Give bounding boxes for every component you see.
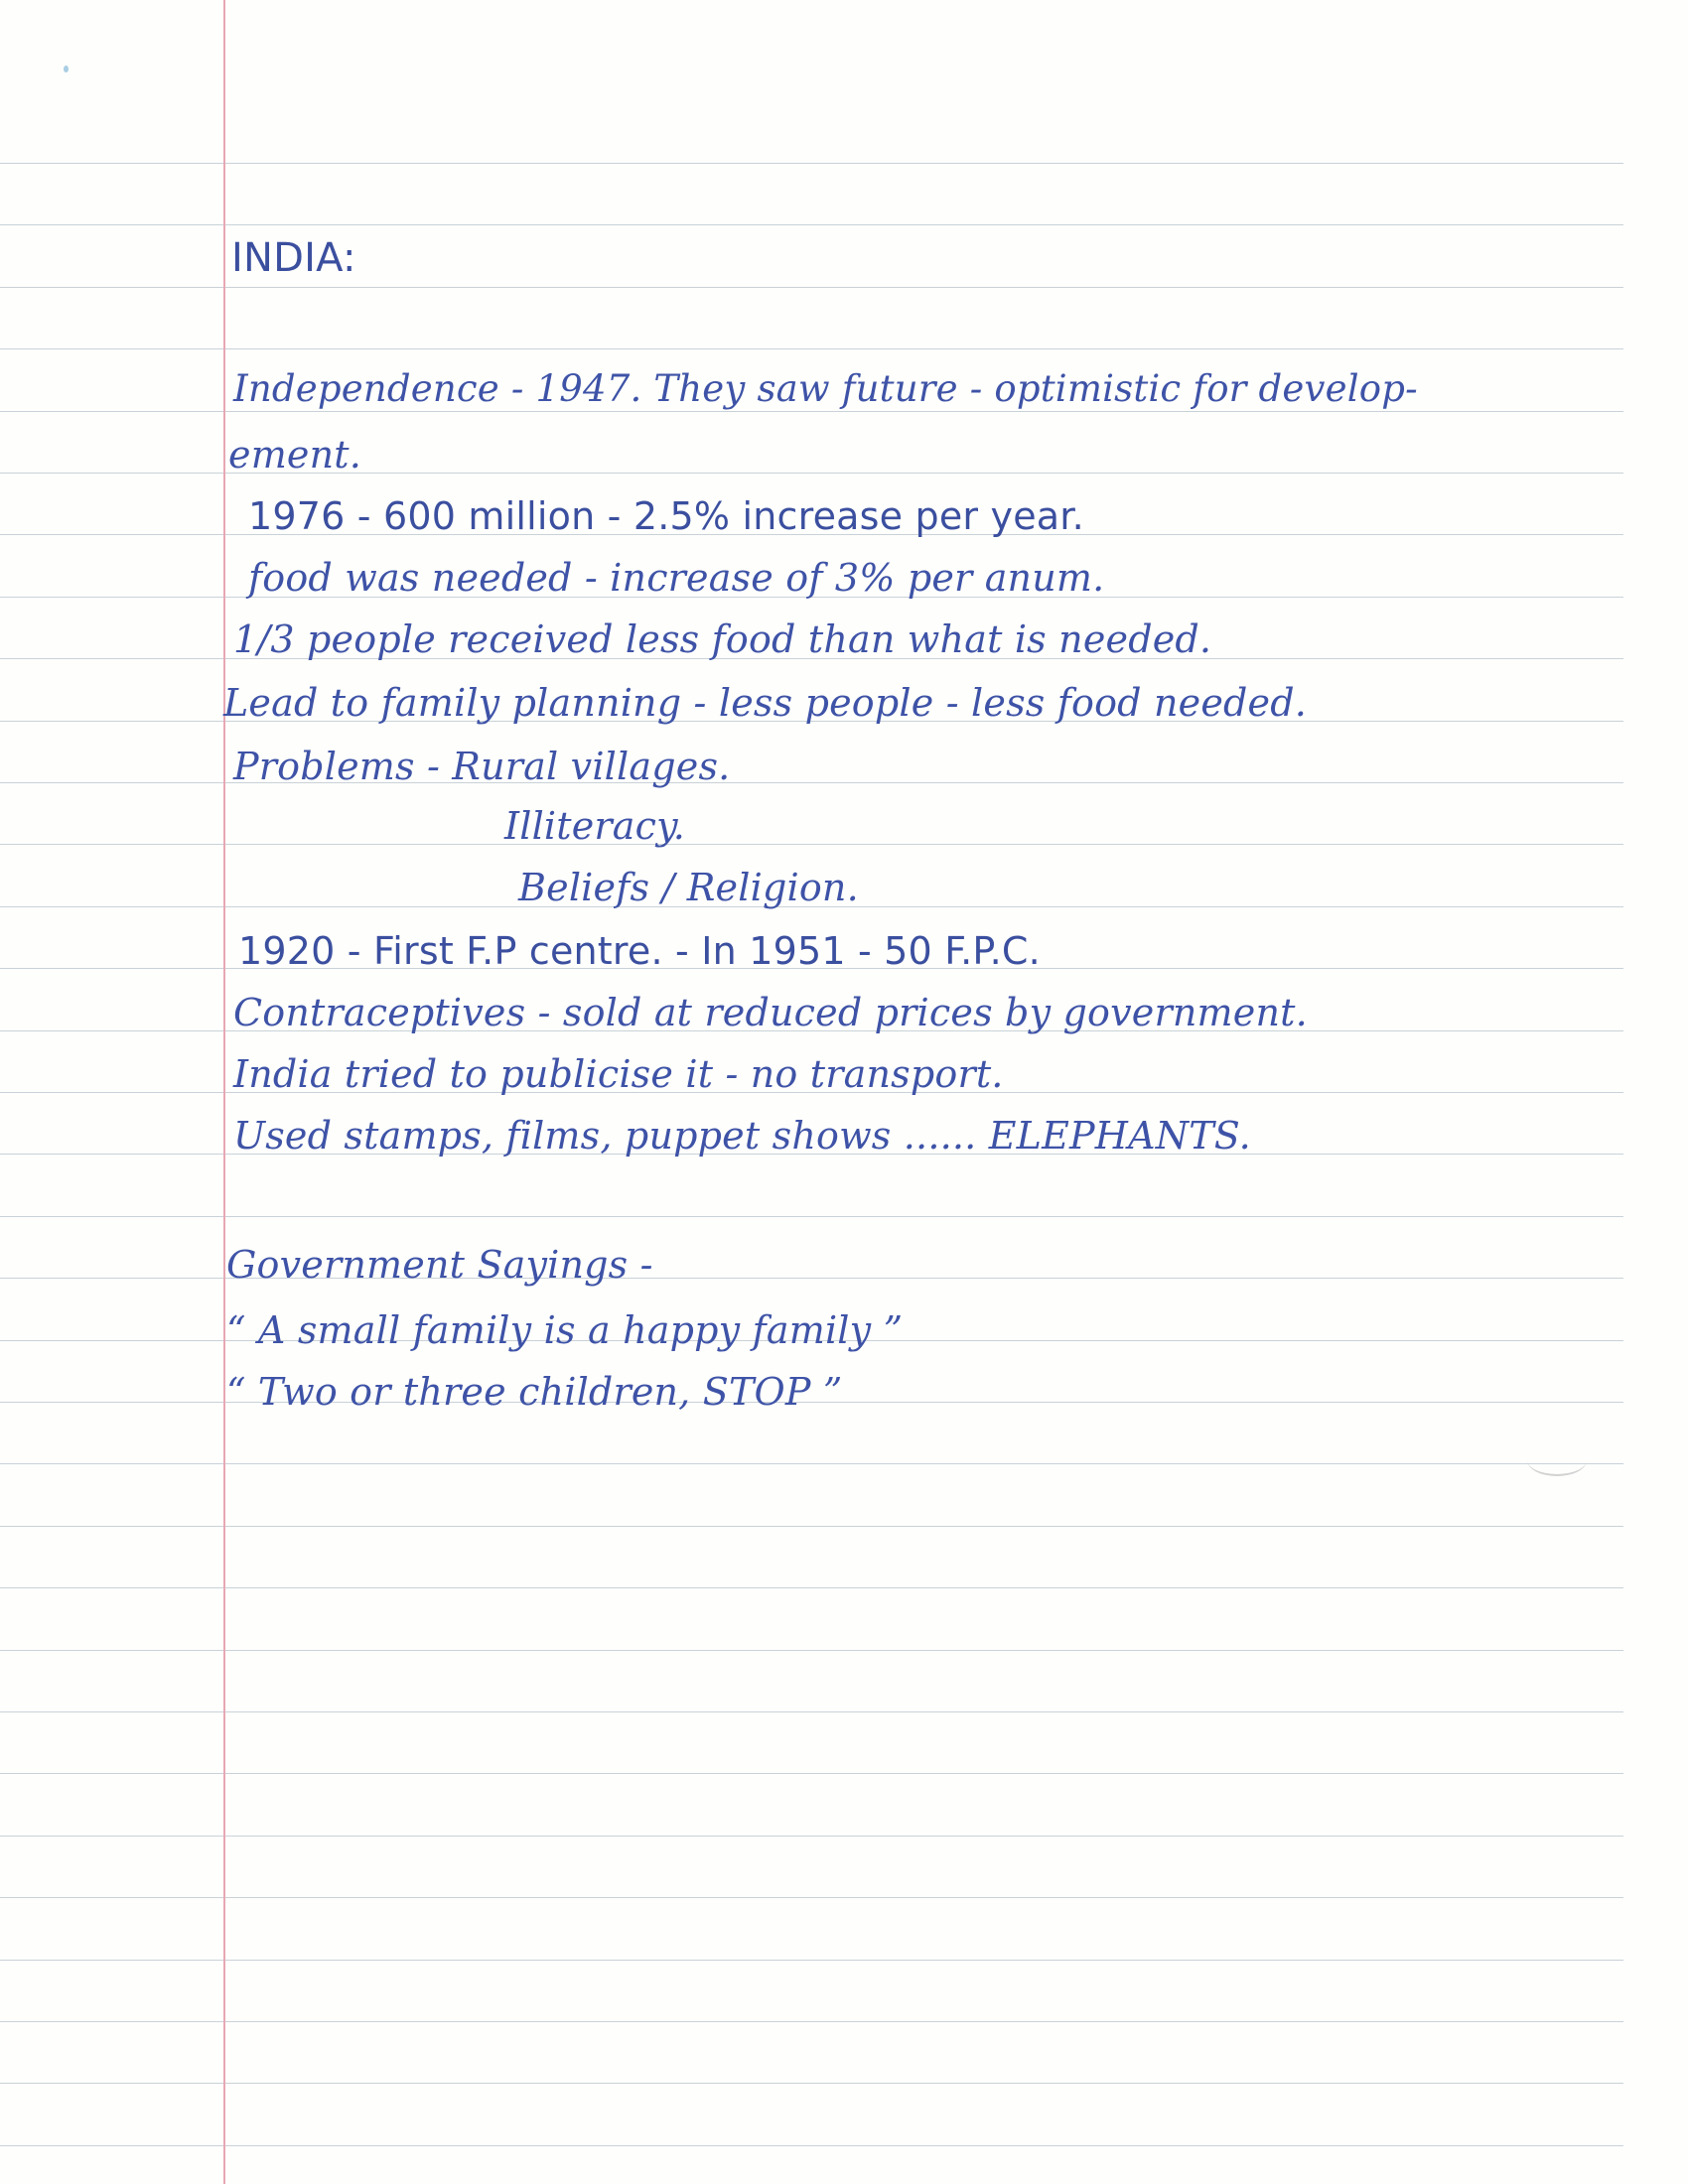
ruled-line [0,1960,1623,1961]
ink-speck [64,66,69,72]
ruled-line [0,1897,1623,1898]
ruled-line [0,2145,1623,2146]
note-line-1: Independence - 1947. They saw future - optimistic for develop- [233,367,1418,410]
ruled-line [0,1216,1623,1217]
note-line-3: 1976 - 600 million - 2.5% increase per year. [248,494,1084,538]
ruled-line [0,844,1623,845]
saying-2: “ Two or three children, STOP ” [226,1370,843,1414]
note-line-13: Used stamps, films, puppet shows ...... ELEPHANTS. [233,1114,1251,1158]
notes-heading: INDIA: [231,235,356,281]
note-line-5: 1/3 people received less food than what is needed. [233,617,1212,661]
note-line-11: Contraceptives - sold at reduced prices by government. [233,991,1308,1034]
margin-line [223,0,225,2184]
ruled-line [0,1587,1623,1588]
ruled-line [0,224,1623,225]
sayings-heading: Government Sayings - [226,1243,653,1287]
ruled-line [0,1650,1623,1651]
ruled-line [0,1836,1623,1837]
note-line-4: food was needed - increase of 3% per anum. [248,556,1105,600]
note-line-12: India tried to publicise it - no transport. [233,1052,1004,1096]
note-line-9: Beliefs / Religion. [518,866,859,909]
note-line-10: 1920 - First F.P centre. - In 1951 - 50 F.P.C. [238,929,1041,973]
note-line-2: ement. [228,433,362,477]
note-line-8: Illiteracy. [504,804,686,848]
note-line-6: Lead to family planning - less people - less food needed. [223,681,1308,725]
saying-1: “ A small family is a happy family ” [226,1308,904,1352]
ruled-line [0,1711,1623,1712]
ruled-line [0,1526,1623,1527]
ruled-line [0,411,1623,412]
ruled-line [0,287,1623,288]
ruled-line [0,1463,1623,1464]
ruled-line [0,2083,1623,2084]
ruled-line [0,1773,1623,1774]
ruled-line [0,163,1623,164]
note-line-7: Problems - Rural villages. [233,745,731,788]
punch-hole-mark [1527,1444,1587,1476]
ruled-line [0,348,1623,349]
ruled-line [0,2021,1623,2022]
